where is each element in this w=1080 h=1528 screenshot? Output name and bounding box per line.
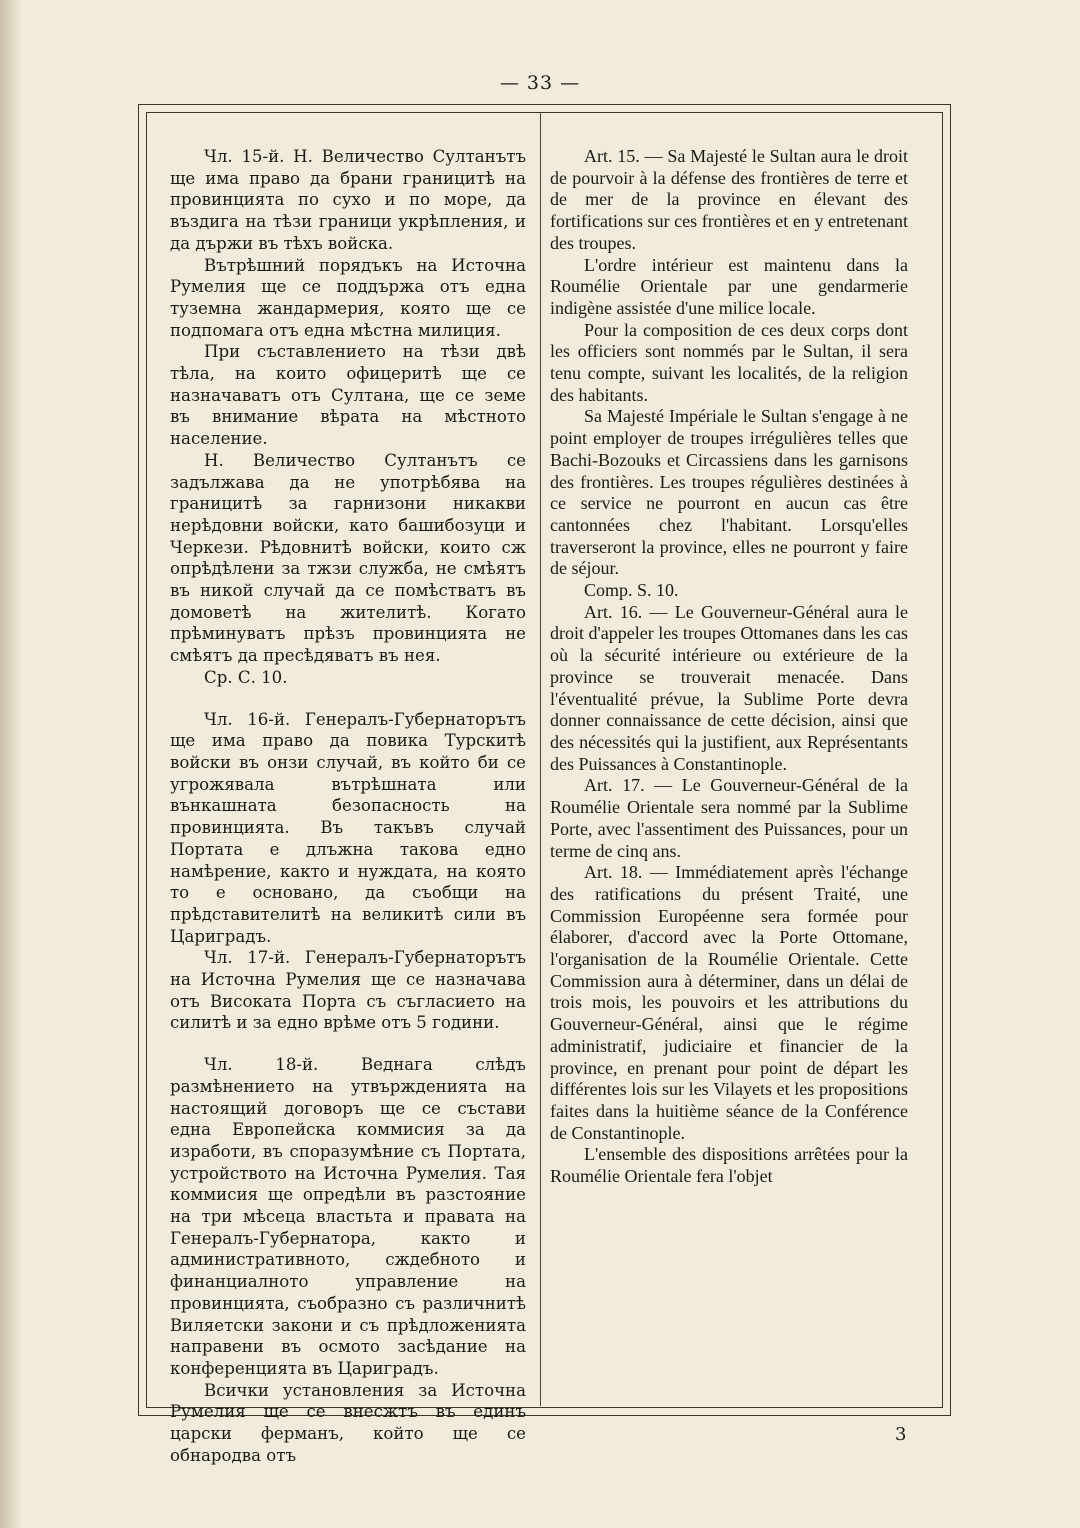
- fr-art15-para3: Pour la composition de ces deux corps dont les officiers sont nommés par le Sultan, il sera tenu compte, suivant les localités, de la religion des habitants.: [550, 319, 908, 405]
- fr-art18-para2: L'ensemble des dispositions arrêtées pour la Roumélie Orientale fera l'objet: [550, 1144, 908, 1187]
- bg-art15-para1: Чл. 15-й. Н. Величество Султанътъ ще има право да брани границитѣ на провинцията по сухо и по море, да въздига на тѣзи граници укрѣпления, и да държи въ тѣхъ войска.: [170, 147, 526, 253]
- fr-cross-reference: Comp. S. 10.: [584, 580, 679, 601]
- column-divider: [540, 112, 541, 1406]
- fr-art15-para1: Art. 15. — Sa Majesté le Sultan aura le droit de pourvoir à la défense des frontières de terre et de mer de la province en élevant des fortifications sur ces frontières et en y entretenant des troupes.: [550, 146, 908, 253]
- bg-art18-para2: Всички установления за Источна Румелия ще се внесжтъ въ единъ царски ферманъ, който ще се обнародва отъ: [170, 1380, 526, 1465]
- bg-art15-para4: Н. Величество Султанътъ се задължава да не употрѣбява на границитѣ за гарнизони никакви нерѣдовни войски, като башибозуци и Черкези. Рѣдовнитѣ войски, които сж опрѣдѣлени за тжзи служба, не смѣятъ въ никой случай да се помѣстватъ въ домоветѣ на жителитѣ. Когато прѣминуватъ прѣзъ провинцията не смѣятъ да пресѣдяватъ въ нея.: [170, 450, 526, 666]
- bg-cross-reference: Ср. С. 10.: [204, 667, 288, 687]
- fr-art17: Art. 17. — Le Gouverneur-Général de la Roumélie Orientale sera nommé par la Sublime Porte, avec l'assentiment des Puissances, pour un terme de cinq ans.: [550, 775, 908, 861]
- bg-art17: Чл. 17-й. Генералъ-Губернаторътъ на Источна Румелия ще се назначава отъ Високата Порта съ съгласието на силитѣ и за едно врѣме отъ 5 години.: [170, 948, 526, 1033]
- fr-art15-para4: Sa Majesté Impériale le Sultan s'engage à ne point employer de troupes irrégulières telles que Bachi-Bozouks et Circassiens dans les garnisons des frontières. Les troupes régulières destinées à ce service ne pourront en aucun cas être cantonnées chez l'habitant. Lorsqu'elles traverseront la province, elles ne pourront y faire de séjour.: [550, 406, 908, 579]
- bg-art15-para3: При съставлението на тѣзи двѣ тѣла, на които офицеритѣ ще се назначаватъ отъ Султана, ще се земе въ внимание вѣрата на мѣстното население.: [170, 342, 526, 449]
- fr-art18: Art. 18. — Immédiatement après l'échange des ratifications du présent Traité, une Commission Européenne sera formée pour élaborer, d'accord avec la Porte Ottomane, l'organisation de la Roumélie Orientale. Cette Commission aura à déterminer, dans un délai de trois mois, les pouvoirs et les attributions du Gouverneur-Général, ainsi que le régime administratif, judiciaire et financier de la province, en prenant pour point de départ les différentes lois sur les Vilayets et les propositions faites dans la huitième séance de la Conférence de Constantinople.: [550, 862, 908, 1143]
- fr-art16: Art. 16. — Le Gouverneur-Général aura le droit d'appeler les troupes Ottomanes dans les cas où la sécurité intérieure ou extérieure de la province se trouverait menacée. Dans l'éventualité prévue, la Sublime Porte devra donner connaissance de cette décision, ainsi que des nécessités qui la justifient, aux Représentants des Puissances à Constantinople.: [550, 601, 908, 774]
- bg-art16: Чл. 16-й. Генералъ-Губернаторътъ ще има право да повика Турскитѣ войски въ онзи случай, въ който би се угрожявала вътрѣшната или вънкашната безопасность на провинцията. Въ такъвъ случай Портата е длъжна такова едно намѣрение, както и нуждата, на която то е основано, да съобщи на прѣдставителитѣ на великитѣ сили въ Цариградъ.: [170, 709, 526, 946]
- page-number: — 33 —: [499, 72, 581, 94]
- bulgarian-column: [170, 146, 526, 1466]
- signature-mark: 3: [895, 1424, 907, 1445]
- bg-art15-para2: Вътрѣшний порядъкъ на Источна Румелия ще се поддържа отъ една туземна жандармерия, която ще се подпомага отъ една мѣстна милиция.: [170, 255, 526, 340]
- fr-art15-para2: L'ordre intérieur est maintenu dans la Roumélie Orientale par une gendarmerie indigène assistée d'une milice locale.: [550, 254, 908, 318]
- binding-edge: [0, 0, 22, 1528]
- french-column: [550, 146, 908, 1188]
- bg-art18: Чл. 18-й. Веднага слѣдъ размѣнението на утвържденията на настоящий договоръ ще се състави една Европейска коммисия за да изработи, въ споразумѣние съ Портата, устройството на Источна Румелия. Тая коммисия ще опредѣли въ разстояние на три мѣсеца властьта и правата на Генералъ-Губернатора, както и административното, сждебното и финанциалното управление на провинцията, съобразно съ различнитѣ Виляетски закони и съ прѣдложенията направени въ осмото засѣдание на конференцията въ Цариградъ.: [170, 1055, 526, 1378]
